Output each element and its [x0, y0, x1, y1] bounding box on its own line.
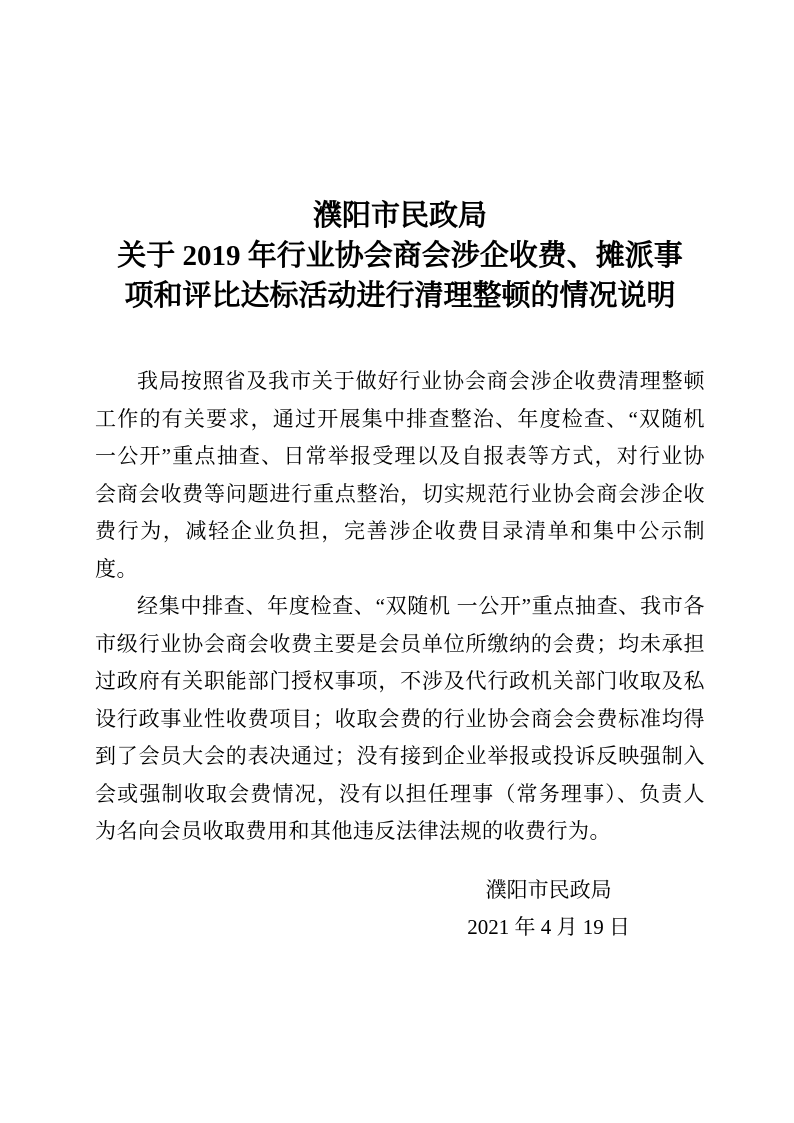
body-paragraph-2: 经集中排查、年度检查、“双随机 一公开”重点抽查、我市各市级行业协会商会收费主要是会员单位所缴纳的会费；均未承担过政府有关职能部门授权事项，不涉及代行政机关部门收取及私设行政事业性收费项目；收取会费的行业协会商会会费标准均得到了会员大会的表决通过；没有接到企业举报或投诉反映强制入会或强制收取会费情况，没有以担任理事（常务理事）、负责人为名向会员收取费用和其他违反法律法规的收费行为。: [95, 594, 705, 843]
title-subject-line-2: 项和评比达标活动进行清理整顿的情况说明: [124, 280, 676, 312]
signature-block: [467, 872, 630, 946]
document-title: [95, 196, 705, 316]
signature-org: 濮阳市民政局: [485, 877, 612, 902]
signature-date: 2021 年 4 月 19 日: [467, 914, 630, 939]
document-body: [95, 363, 705, 851]
title-org-line: 濮阳市民政局: [312, 200, 487, 232]
title-subject-line-1: 关于 2019 年行业协会商会涉企收费、摊派事: [117, 240, 683, 272]
body-paragraph-1: 我局按照省及我市关于做好行业协会商会涉企收费清理整顿工作的有关要求，通过开展集中排查整治、年度检查、“双随机 一公开”重点抽查、日常举报受理以及自报表等方式，对行业协会商会收费等问题进行重点整治，切实规范行业协会商会涉企收费行为，减轻企业负担，完善涉企收费目录清单和集中公示制度。: [95, 369, 705, 581]
